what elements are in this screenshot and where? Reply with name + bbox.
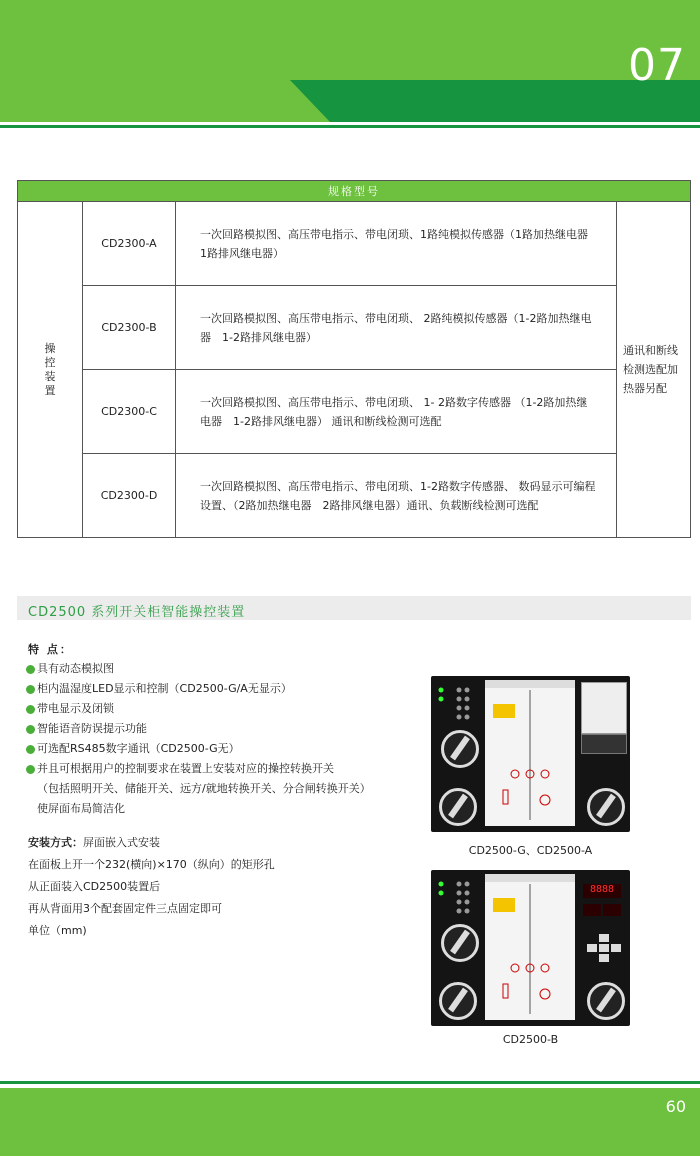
control-switch-icon [439,788,477,826]
table-row [18,286,691,370]
model-cell: CD2300-D [83,454,176,538]
bullet-icon [26,705,35,714]
install-line: 从正面装入CD2500装置后 [28,880,161,893]
category-cell: 操控装置 [18,202,83,538]
footer-band [0,1088,700,1156]
desc-cell: 一次回路模拟图、高压带电指示、带电闭琐、 1- 2路数字传感器 （1-2路加热继电器 1-2路排风继电器） 通讯和断线检测可选配 [176,370,617,454]
list-item: 带电显示及闭锁 [26,699,371,719]
rotary-switch-icon [587,788,625,826]
rotary-switch-icon [587,982,625,1020]
temp-display-icon [583,904,601,916]
list-item-continuation: 使屏面布局简洁化 [37,802,125,815]
control-switch-icon [439,982,477,1020]
bullet-icon [26,745,35,754]
indicator-leds-icon [437,880,483,920]
section-title: CD2500 系列开关柜智能操控装置 [28,605,246,620]
digital-display: 8888 [583,884,621,898]
install-block [28,832,275,942]
spec-table-title: 规格型号 [18,181,691,202]
humidity-display-icon [603,904,621,916]
status-panel-icon [581,682,627,734]
note-cell: 通讯和断线检测选配加热器另配 [617,202,691,538]
model-cell: CD2300-C [83,370,176,454]
features-title: 特 点： [28,643,73,656]
list-item: 可选配RS485数字通讯（CD2500-G无） [26,739,371,759]
indicator-leds-icon [437,686,483,726]
bullet-icon [26,685,35,694]
desc-cell: 一次回路模拟图、高压带电指示、带电闭琐、1-2路数字传感器、 数码显示可编程设置、（2路加热继电器 2路排风继电器）通讯、负载断线检测可选配 [176,454,617,538]
keypad-icon [587,934,623,964]
selector-switch-icon [441,730,479,768]
list-item: 智能语音防误提示功能 [26,719,371,739]
install-label: 安装方式： [28,836,83,849]
mimic-diagram-icon [485,874,575,1020]
page-number: 60 [665,1097,686,1116]
device-caption: CD2500-G、CD2500-A [468,844,593,857]
features-list [26,659,371,819]
chapter-number: 07 [628,40,686,91]
header-notch [0,80,330,122]
desc-cell: 一次回路模拟图、高压带电指示、带电闭琐、 2路纯模拟传感器（1-2路加热继电器 1-2路排风继电器） [176,286,617,370]
table-row [18,370,691,454]
desc-cell: 一次回路模拟图、高压带电指示、带电闭琐、1路纯模拟传感器（1路加热继电器 1路排风继电器） [176,202,617,286]
install-line: 再从背面用3个配套固定件三点固定即可 [28,902,222,915]
footer-rule [0,1081,700,1084]
model-cell: CD2300-B [83,286,176,370]
bullet-icon [26,725,35,734]
list-item: 具有动态模拟图 [26,659,371,679]
list-item-continuation: （包括照明开关、储能开关、远方/就地转换开关、分合闸转换开关） [37,782,371,795]
spec-table [17,180,691,538]
device-caption: CD2500-B [502,1033,559,1046]
install-line: 在面板上开一个232(横向)×170（纵向）的矩形孔 [28,858,275,871]
install-value: 屏面嵌入式安装 [83,836,160,849]
model-cell: CD2300-A [83,202,176,286]
header-rule [0,125,700,128]
table-row [18,202,691,286]
device-photo-b [431,870,630,1026]
bullet-icon [26,765,35,774]
install-line: 单位（mm) [28,924,87,937]
list-item: 柜内温湿度LED显示和控制（CD2500-G/A无显示） [26,679,371,699]
bullet-icon [26,665,35,674]
mimic-diagram-icon [485,680,575,826]
list-item: 并且可根据用户的控制要求在装置上安装对应的操控转换开关 [26,759,371,779]
device-photo-g-a [431,676,630,832]
header-band [0,0,700,80]
table-row [18,454,691,538]
selector-switch-icon [441,924,479,962]
button-panel-icon [581,734,627,754]
